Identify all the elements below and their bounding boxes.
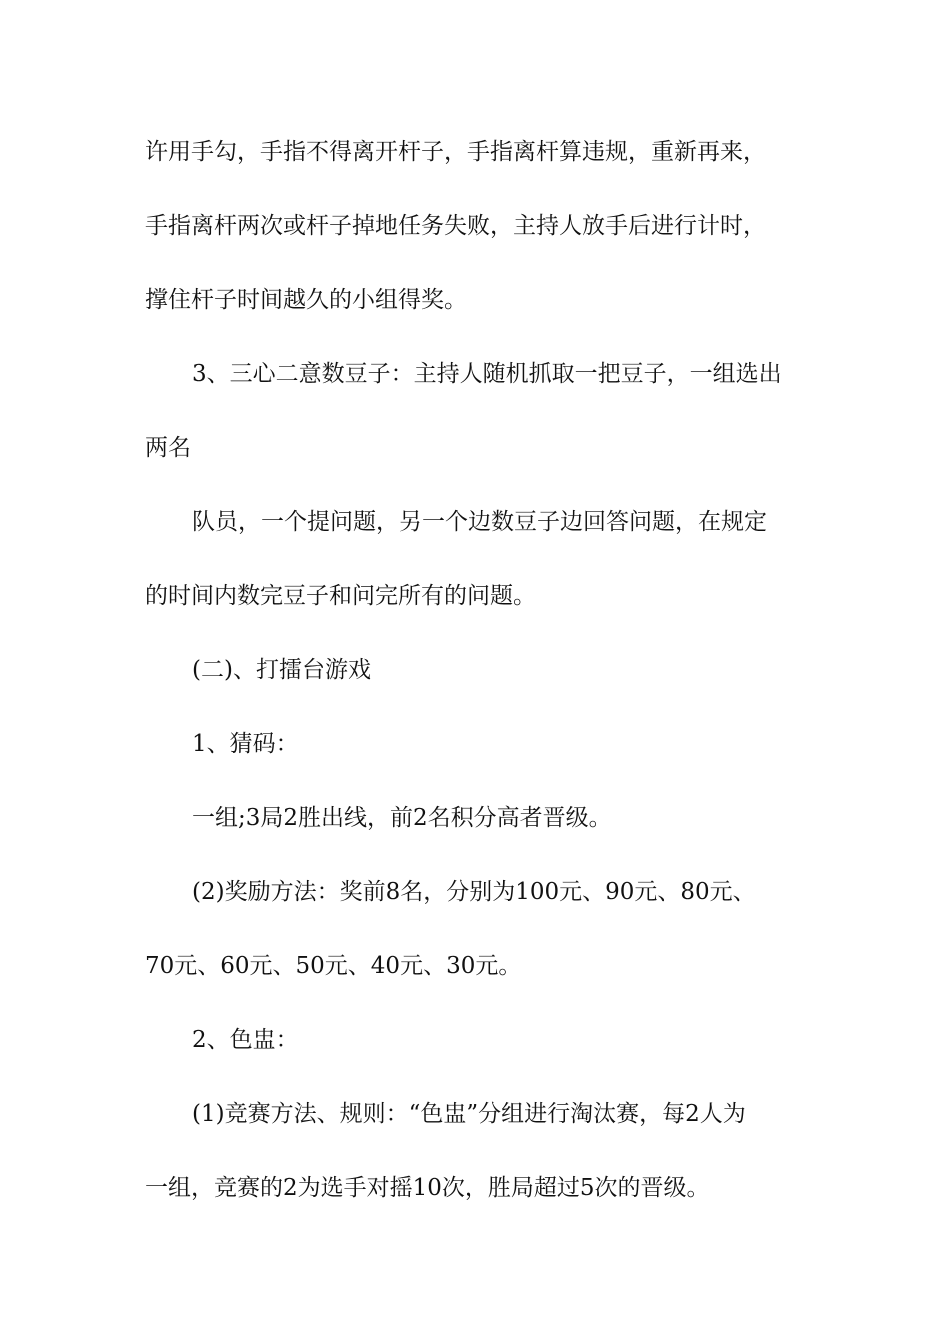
list-item-heading: 1、猜码： bbox=[192, 731, 299, 757]
paragraph-line: 撑住杆子时间越久的小组得奖。 bbox=[145, 287, 467, 313]
list-item-heading: 2、色盅： bbox=[192, 1027, 299, 1053]
list-item-heading: 3、三心二意数豆子：主持人随机抓取一把豆子，一组选出 bbox=[192, 361, 782, 387]
paragraph-line: 70元、60元、50元、40元、30元。 bbox=[145, 953, 522, 979]
paragraph-line: 两名 bbox=[145, 435, 191, 461]
paragraph-line: 队员，一个提问题，另一个边数豆子边回答问题，在规定 bbox=[192, 509, 767, 535]
paragraph-line: (1)竞赛方法、规则：“色盅”分组进行淘汰赛，每2人为 bbox=[192, 1101, 746, 1127]
paragraph-line: 许用手勾，手指不得离开杆子，手指离杆算违规，重新再来， bbox=[145, 139, 766, 165]
paragraph-line: 一组，竞赛的2为选手对摇10次，胜局超过5次的晋级。 bbox=[145, 1175, 710, 1201]
paragraph-line: 的时间内数完豆子和问完所有的问题。 bbox=[145, 583, 536, 609]
section-heading: (二)、打擂台游戏 bbox=[192, 657, 371, 683]
paragraph-line: (2)奖励方法：奖前8名，分别为100元、90元、80元、 bbox=[192, 879, 756, 905]
paragraph-line: 一组;3局2胜出线，前2名积分高者晋级。 bbox=[192, 805, 612, 831]
paragraph-line: 手指离杆两次或杆子掉地任务失败，主持人放手后进行计时， bbox=[145, 213, 766, 239]
